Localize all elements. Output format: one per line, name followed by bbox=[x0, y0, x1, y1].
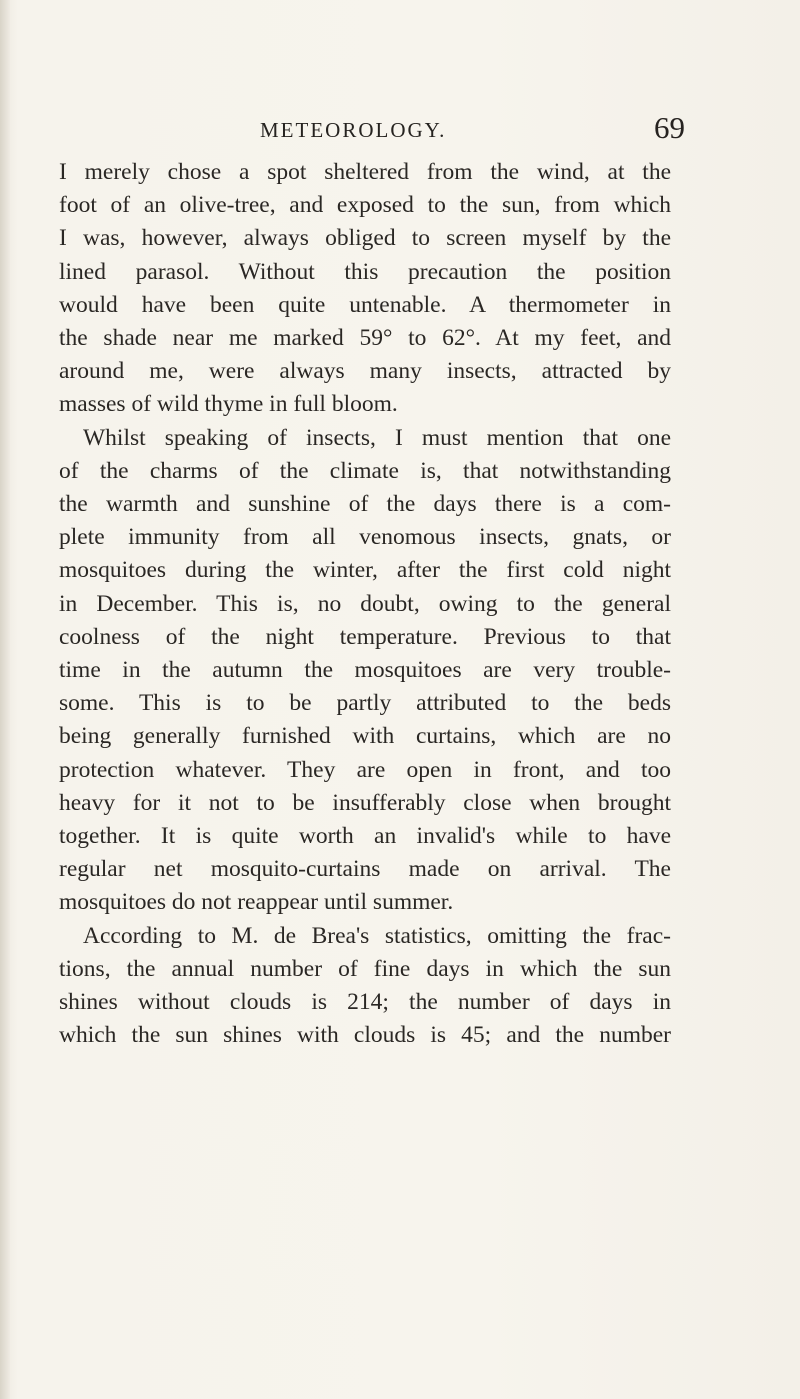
text-line: I was, however, always obliged to screen myself by the bbox=[59, 225, 671, 252]
text-line: Whilst speaking of insects, I must mention that one bbox=[83, 424, 671, 451]
text-line: regular net mosquito-curtains made on arrival. The bbox=[59, 856, 671, 883]
text-line: of the charms of the climate is, that notwithstanding bbox=[59, 457, 671, 484]
page-header bbox=[215, 104, 685, 154]
text-line: shines without clouds is 214; the number of days in bbox=[59, 989, 671, 1016]
text-line: time in the autumn the mosquitoes are very trouble- bbox=[59, 657, 671, 684]
text-line: According to M. de Brea's statistics, omitting the frac- bbox=[83, 922, 671, 949]
text-line: heavy for it not to be insufferably close when brought bbox=[59, 789, 671, 816]
text-line: some. This is to be partly attributed to the beds bbox=[59, 690, 671, 717]
paragraph bbox=[59, 422, 671, 920]
paragraph bbox=[59, 920, 671, 1053]
text-line: plete immunity from all venomous insects, gnats, or bbox=[59, 524, 671, 551]
text-line: protection whatever. They are open in front, and too bbox=[59, 756, 671, 783]
text-line: in December. This is, no doubt, owing to the general bbox=[59, 590, 671, 617]
text-line: mosquitoes during the winter, after the first cold night bbox=[59, 557, 671, 584]
body-text bbox=[59, 156, 671, 1052]
page-number: 69 bbox=[654, 110, 685, 145]
text-line: coolness of the night temperature. Previous to that bbox=[59, 623, 671, 650]
text-line: the shade near me marked 59° to 62°. At my feet, and bbox=[59, 325, 671, 352]
page-gutter bbox=[0, 0, 10, 1399]
text-line: mosquitoes do not reappear until summer. bbox=[59, 889, 454, 916]
text-line: together. It is quite worth an invalid's while to have bbox=[59, 823, 671, 850]
text-line: foot of an olive-tree, and exposed to the sun, from which bbox=[59, 192, 671, 219]
running-title: METEOROLOGY. bbox=[260, 118, 447, 142]
paragraph bbox=[59, 156, 671, 422]
text-line: the warmth and sunshine of the days there is a com- bbox=[59, 491, 671, 518]
text-line: would have been quite untenable. A thermometer in bbox=[59, 291, 671, 318]
text-line: masses of wild thyme in full bloom. bbox=[59, 391, 398, 418]
text-line: which the sun shines with clouds is 45; and the number bbox=[59, 1022, 671, 1049]
text-line: lined parasol. Without this precaution the position bbox=[59, 258, 671, 285]
text-line: tions, the annual number of fine days in which the sun bbox=[59, 955, 671, 982]
text-line: being generally furnished with curtains, which are no bbox=[59, 723, 671, 750]
text-line: around me, were always many insects, attracted by bbox=[59, 358, 671, 385]
text-line: I merely chose a spot sheltered from the wind, at the bbox=[59, 159, 671, 185]
